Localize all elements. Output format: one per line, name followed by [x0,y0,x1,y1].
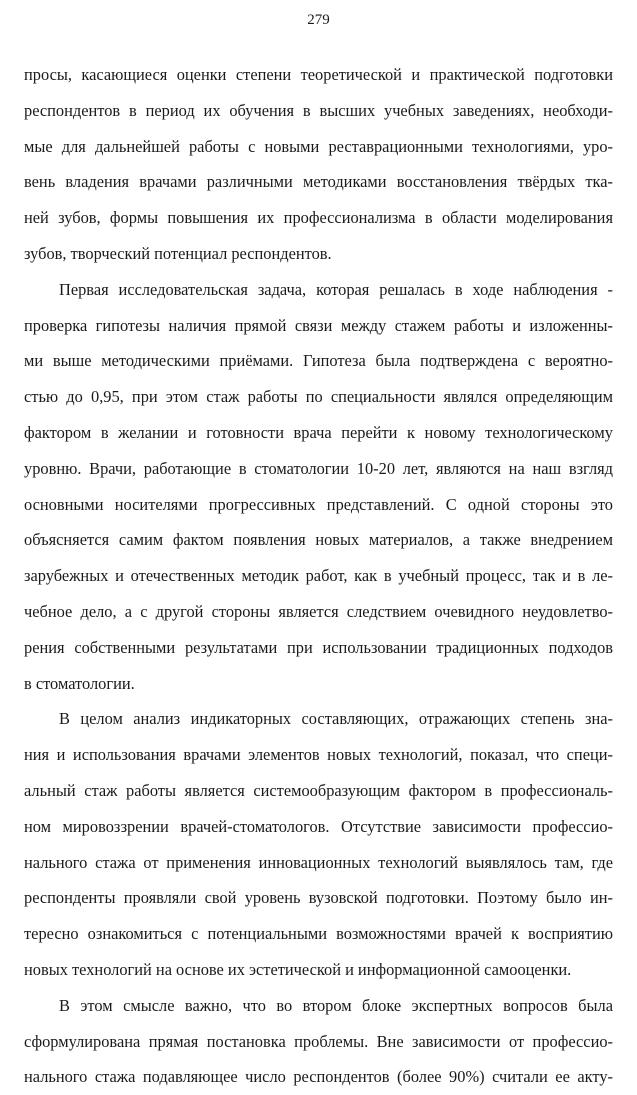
text-line: тересно ознакомиться с потенциальными возможностями врачей к восприятию [24,924,613,944]
text-line: в стоматологии. [24,673,135,693]
text-line: ней зубов, формы повышения их профессионализма в области моделирования [24,208,613,228]
text-line: ном мировоззрении врачей-стоматологов. Отсутствие зависимости профессио- [24,816,613,836]
paragraph-2 [24,272,613,702]
paragraph-1 [24,57,613,272]
text-line: новых технологий на основе их эстетической и информационной самооценки. [24,959,572,979]
document-body [24,57,613,1095]
page-number: 279 [307,12,330,28]
text-line: зубов, творческий потенциал респондентов. [24,243,332,263]
text-line: В этом смысле важно, что во втором блоке экспертных вопросов была [59,995,613,1015]
text-line: нального стажа от применения инновационных технологий выявлялось там, где [24,852,613,872]
text-line: рения собственными результатами при использовании традиционных подходов [24,637,613,657]
text-line: сформулирована прямая постановка проблемы. Вне зависимости от профессио- [24,1031,613,1051]
paragraph-3 [24,701,613,987]
paragraph-4 [24,988,613,1095]
text-line: ми выше методическими приёмами. Гипотеза была подтверждена с вероятно- [24,351,613,371]
text-line: респонденты проявляли свой уровень вузовской подготовки. Поэтому было ин- [24,888,613,908]
text-line: респондентов в период их обучения в высших учебных заведениях, необходи- [24,100,613,120]
text-line: вень владения врачами различными методиками восстановления твёрдых тка- [24,172,613,192]
text-line: объясняется самим фактом появления новых материалов, а также внедрением [24,530,613,550]
text-line: Первая исследовательская задача, которая решалась в ходе наблюдения - [59,279,613,299]
text-line: зарубежных и отечественных методик работ, как в учебный процесс, так и в ле- [24,566,613,586]
text-line: нального стажа подавляющее число респондентов (более 90%) считали ее акту- [24,1067,613,1087]
text-line: альный стаж работы является системообразующим фактором в профессиональ- [24,780,613,800]
text-line: уровню. Врачи, работающие в стоматологии 10-20 лет, являются на наш взгляд [24,458,613,478]
text-line: В целом анализ индикаторных составляющих, отражающих степень зна- [59,709,613,729]
text-line: ния и использования врачами элементов новых технологий, показал, что специ- [24,745,613,765]
text-line: проверка гипотезы наличия прямой связи между стажем работы и изложенны- [24,315,613,335]
text-line: стью до 0,95, при этом стаж работы по специальности являлся определяющим [24,387,613,407]
text-line: просы, касающиеся оценки степени теоретической и практической подготовки [24,65,613,84]
text-line: мые для дальнейшей работы с новыми реставрационными технологиями, уро- [24,136,613,156]
text-line: чебное дело, а с другой стороны является следствием очевидного неудовлетво- [24,601,613,621]
text-line: фактором в желании и готовности врача перейти к новому технологическому [24,422,613,442]
text-line: основными носителями прогрессивных представлений. С одной стороны это [24,494,613,514]
